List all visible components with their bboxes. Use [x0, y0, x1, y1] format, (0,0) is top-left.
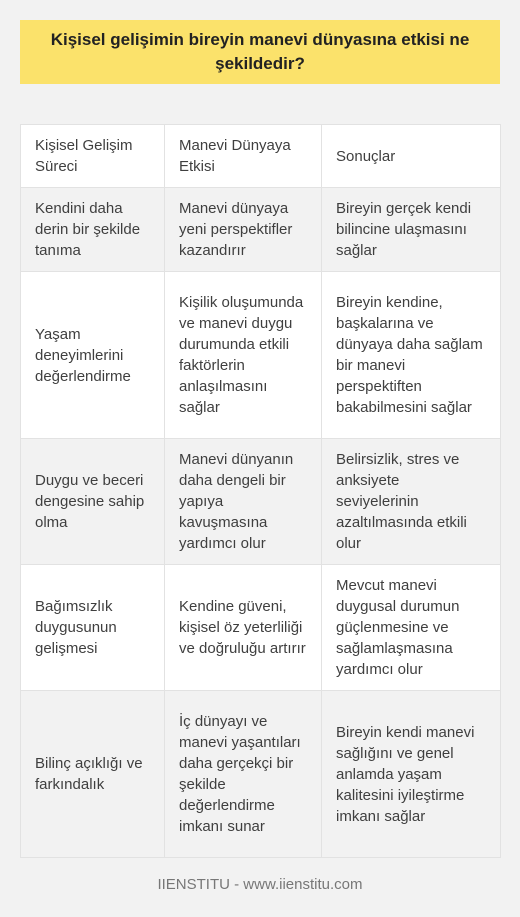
column-header: Sonuçlar [322, 125, 501, 188]
table-row [21, 565, 501, 691]
column-header: Kişisel Gelişim Süreci [21, 125, 165, 188]
table-cell: Kendine güveni, kişisel öz yeterliliği ve doğruluğu artırır [165, 565, 322, 691]
table-cell: İç dünyayı ve manevi yaşantıları daha gerçekçi bir şekilde değerlendirme imkanı sunar [165, 691, 322, 858]
table-cell: Bireyin gerçek kendi bilincine ulaşmasını sağlar [322, 188, 501, 272]
table-cell: Yaşam deneyimlerini değerlendirme [21, 272, 165, 439]
footer-credit: IIENSTITU - www.iienstitu.com [157, 876, 363, 893]
table-cell: Bireyin kendine, başkalarına ve dünyaya daha sağlam bir manevi perspektiften bakabilmesini sağlar [322, 272, 501, 439]
table-cell: Belirsizlik, stres ve anksiyete seviyelerinin azaltılmasında etkili olur [322, 439, 501, 565]
table-cell: Bağımsızlık duygusunun gelişmesi [21, 565, 165, 691]
table-cell: Bilinç açıklığı ve farkındalık [21, 691, 165, 858]
table-row [21, 188, 501, 272]
table-row [21, 439, 501, 565]
table-header-row [21, 125, 501, 188]
column-header: Manevi Dünyaya Etkisi [165, 125, 322, 188]
table-cell: Kişilik oluşumunda ve manevi duygu durumunda etkili faktörlerin anlaşılmasını sağlar [165, 272, 322, 439]
table-cell: Duygu ve beceri dengesine sahip olma [21, 439, 165, 565]
page-title: Kişisel gelişimin bireyin manevi dünyasına etkisi ne şekildedir? [20, 20, 500, 84]
comparison-table [20, 124, 501, 858]
table-cell: Kendini daha derin bir şekilde tanıma [21, 188, 165, 272]
table-row [21, 272, 501, 439]
table-cell: Manevi dünyanın daha dengeli bir yapıya kavuşmasına yardımcı olur [165, 439, 322, 565]
table-cell: Manevi dünyaya yeni perspektifler kazandırır [165, 188, 322, 272]
table-cell: Bireyin kendi manevi sağlığını ve genel anlamda yaşam kalitesini iyileştirme imkanı sağlar [322, 691, 501, 858]
table-cell: Mevcut manevi duygusal durumun güçlenmesine ve sağlamlaşmasına yardımcı olur [322, 565, 501, 691]
table-row [21, 691, 501, 858]
